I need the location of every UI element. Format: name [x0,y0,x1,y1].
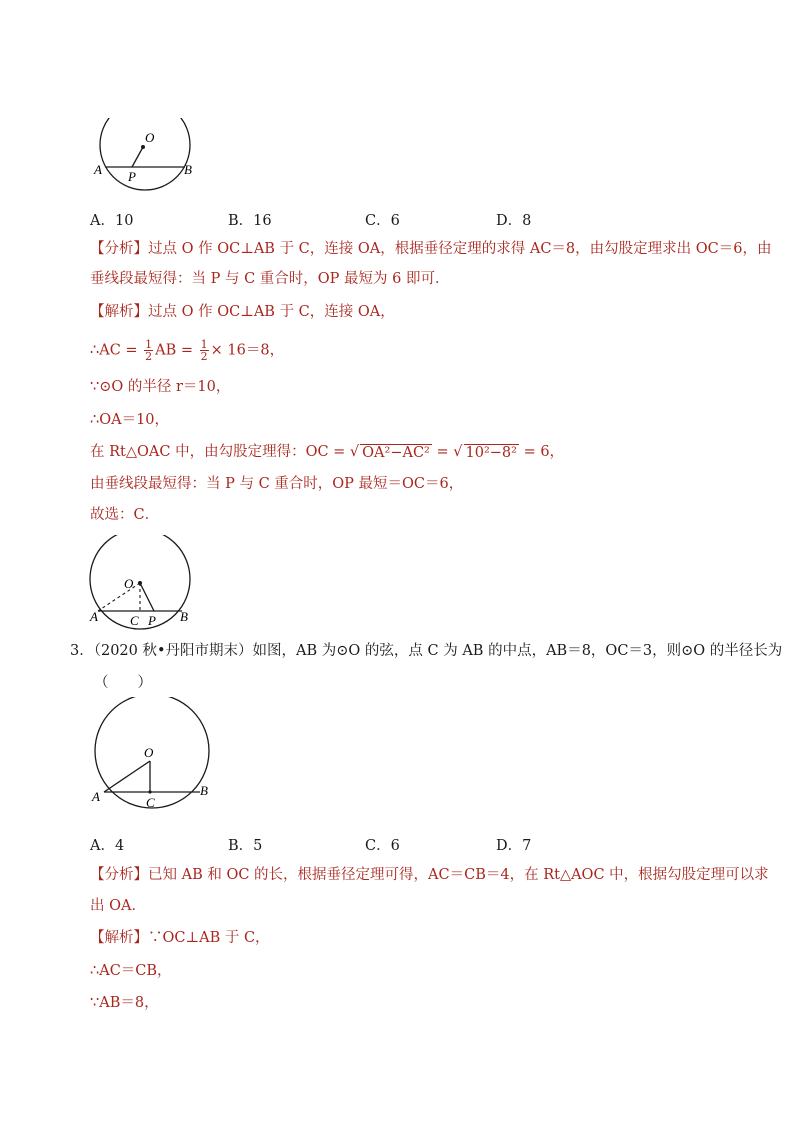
sqrt-2: √ 10²−8² [453,444,517,461]
segment-op [140,583,154,611]
label-a: A [94,162,102,177]
solution-tag: 【解析】 [90,930,148,946]
circle-diagram-3 [88,697,218,817]
q3-option-a[interactable]: A．4 [90,838,125,854]
q3-analysis-line2: 出 OA． [90,898,146,914]
label-a: A [92,789,100,804]
circle-diagram-1 [92,118,202,198]
label-b: B [200,783,208,798]
q2-solution-line2: ∴AC = $\frac{1}{2}$ AB = $\frac{1}{2}$ × 16＝8， [90,338,285,363]
q2-option-d[interactable]: D．8 [496,213,532,229]
segment-op [132,147,143,167]
label-p: P [128,169,136,184]
circle-diagram-2 [84,535,204,630]
label-c: C [130,613,139,628]
label-p: P [148,613,156,628]
q2-option-a[interactable]: A．10 [90,213,134,229]
figure-circle-2 [84,535,204,634]
dashed-oa [98,583,140,611]
sqrt-1: √ OA²−AC² [349,444,430,461]
label-o: O [145,130,155,145]
q3-solution-line3: ∵AB＝8， [90,995,159,1011]
q2-solution-line7: 故选：C． [90,507,160,523]
label-b: B [184,162,192,177]
label-o: O [124,576,134,591]
analysis-tag: 【分析】 [90,867,148,883]
q3-analysis-line1: 【分析】已知 AB 和 OC 的长，根据垂径定理可得，AC＝CB＝4，在 Rt△AOC 中，根据勾股定理可以求 [90,867,769,883]
answer: C． [133,507,160,523]
label-o: O [144,745,154,760]
label-c: C [146,795,155,810]
q3-option-b[interactable]: B．5 [228,838,263,854]
q2-solution-line1: 【解析】过点 O 作 OC⊥AB 于 C，连接 OA， [90,304,395,320]
q3-stem-line1: 3．（2020 秋•丹阳市期末）如图，AB 为⊙O 的弦，点 C 为 AB 的中点，AB＝8，OC＝3，则⊙O 的半径长为 [70,643,783,659]
q2-solution-line6: 由垂线段最短得：当 P 与 C 重合时，OP 最短＝OC＝6， [90,476,464,492]
q2-solution-line4: ∴OA＝10， [90,412,170,428]
q2-solution-line3: ∵⊙O 的半径 r＝10， [90,379,231,395]
q3-stem-line2: （ ） [94,675,152,691]
q3-option-c[interactable]: C．6 [365,838,400,854]
fraction-half: $\frac{1}{2}$ [145,338,153,363]
q3-solution-line2: ∴AC＝CB， [90,963,172,979]
label-a: A [90,609,98,624]
analysis-tag: 【分析】 [90,241,148,257]
label-b: B [180,609,188,624]
q2-analysis-line1: 【分析】过点 O 作 OC⊥AB 于 C，连接 OA，根据垂径定理的求得 AC＝8，由勾股定理求出 OC＝6，由 [90,241,772,257]
fraction-half-2: $\frac{1}{2}$ [200,338,208,363]
q2-option-b[interactable]: B．16 [228,213,272,229]
q3-solution-line1: 【解析】∵OC⊥AB 于 C， [90,930,270,946]
center-dot [141,145,145,149]
q2-analysis-line2: 垂线段最短得：当 P 与 C 重合时，OP 最短为 6 即可． [90,271,450,287]
segment-oa [104,761,150,792]
point-c-dot [148,790,151,793]
q2-solution-line5: 在 Rt△OAC 中，由勾股定理得：OC = √ OA²−AC² = √ 10²−8² = 6， [90,444,565,461]
q2-option-c[interactable]: C．6 [365,213,400,229]
figure-circle-3 [88,697,218,821]
solution-tag: 【解析】 [90,304,148,320]
center-dot [138,581,142,585]
q3-option-d[interactable]: D．7 [496,838,532,854]
figure-circle-1 [92,118,202,202]
circle-outline [100,118,190,190]
